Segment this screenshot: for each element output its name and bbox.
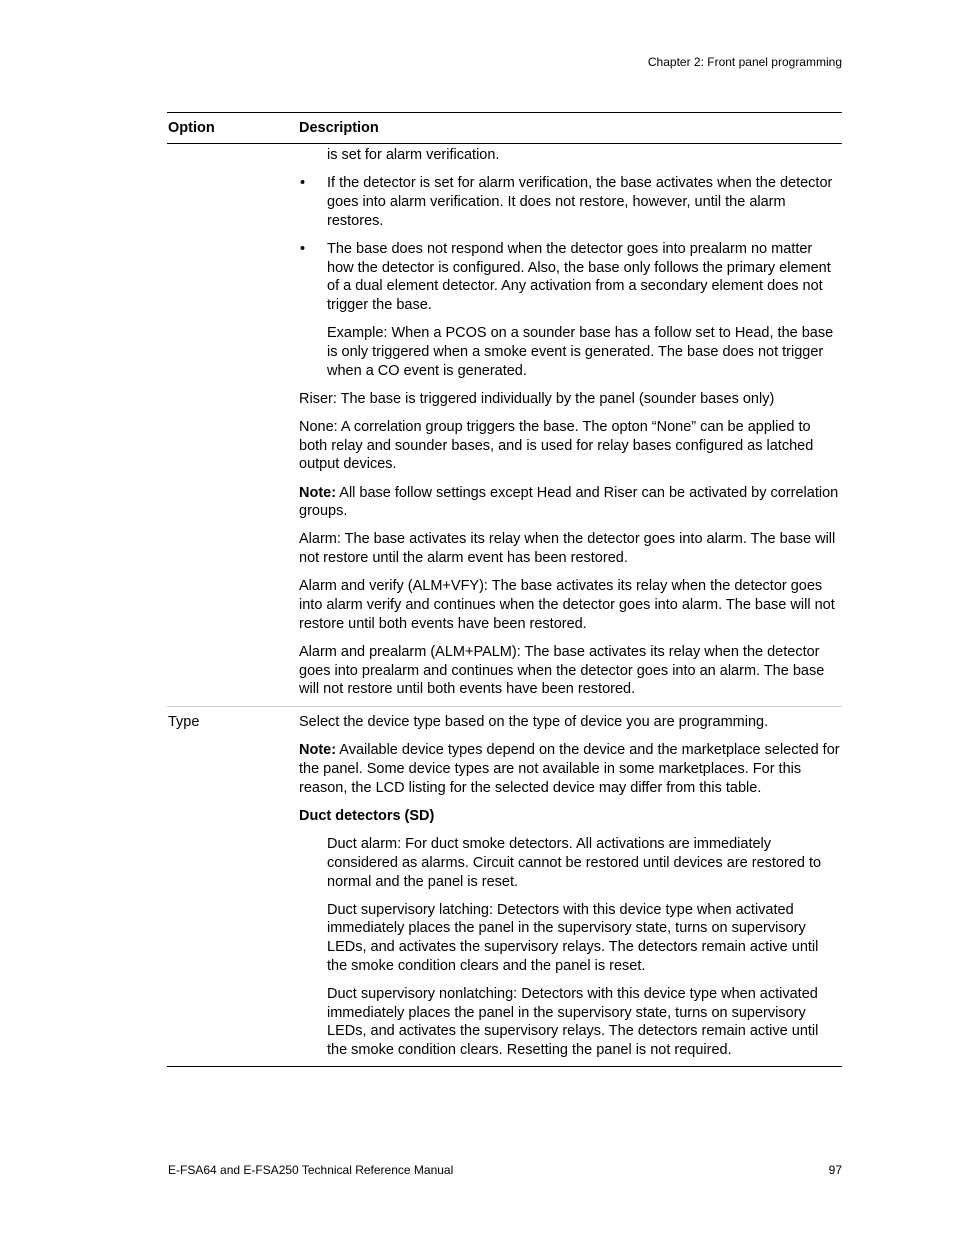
table-row — [167, 707, 842, 1066]
alarm-text: Alarm: The base activates its relay when the detector goes into alarm. The base will not restore until the alarm event has been restored. — [299, 531, 836, 567]
table-header-row — [167, 113, 842, 144]
option-cell: Type — [168, 714, 200, 731]
note-paragraph — [299, 741, 842, 797]
bullet-text: If the detector is set for alarm verification, the base activates when the detector goes into alarm verification. It does not restore, however, until the alarm restores. — [327, 175, 833, 229]
riser-text: Riser: The base is triggered individually by the panel (sounder bases only) — [299, 390, 775, 407]
bullet-text: The base does not respond when the detector goes into prealarm no matter how the detector is configured. Also, the base only follows the primary element of a dual element detector. Any activation from a secondary element does not trigger the base. — [327, 240, 831, 313]
note-label: Note: — [299, 484, 337, 501]
note-text: Available device types depend on the device and the marketplace selected for the panel. Some device types are not available in some marketplaces. For this reason, the LCD listing for the selected device may differ from this table. — [299, 742, 840, 796]
options-table — [167, 112, 842, 1067]
option-cell — [167, 146, 299, 699]
bullet-marker: • — [300, 175, 306, 192]
description-cell — [299, 146, 842, 699]
select-text: Select the device type based on the type of device you are programming. — [299, 714, 769, 731]
none-text: None: A correlation group triggers the base. The opton “None” can be applied to both relay and sounder bases, and is used for relay bases configured as latched output devices. — [299, 418, 814, 473]
bullet-item — [299, 240, 842, 315]
duct-sup-nonlatching-text: Duct supervisory nonlatching: Detectors with this device type when activated immediately places the panel in the supervisory state, turns on supervisory LEDs, and activates the supervisory relays. The detectors remain active until the smoke condition clears. Resetting the panel is not required. — [327, 986, 819, 1059]
footer-manual-title: E-FSA64 and E-FSA250 Technical Reference Manual — [168, 1163, 454, 1177]
note-paragraph — [299, 484, 842, 521]
page-number: 97 — [828, 1163, 842, 1177]
duct-alarm-text: Duct alarm: For duct smoke detectors. All activations are immediately considered as alarms. Circuit cannot be restored until devices are restored to normal and the panel is reset. — [327, 836, 822, 890]
bullet-item — [299, 174, 842, 230]
duct-heading-text: Duct detectors (SD) — [299, 807, 435, 824]
note-text: All base follow settings except Head and Riser can be activated by correlation groups. — [299, 484, 839, 520]
description-cell — [299, 713, 842, 1060]
table-row — [167, 144, 842, 707]
continued-text: is set for alarm verification. — [327, 147, 500, 163]
column-header-description: Description — [299, 120, 379, 136]
example-text: Example: When a PCOS on a sounder base has a follow set to Head, the base is only triggered when a smoke event is generated. The base does not trigger when a CO event is generated. — [327, 325, 834, 379]
bullet-marker: • — [300, 240, 306, 257]
running-header: Chapter 2: Front panel programming — [647, 55, 842, 69]
duct-sup-latching-text: Duct supervisory latching: Detectors with this device type when activated immediately places the panel in the supervisory state, turns on supervisory LEDs, and activates the supervisory relays. The detectors remain active until the smoke condition clears and the panel is reset. — [327, 901, 819, 974]
note-label: Note: — [299, 742, 337, 759]
alarm-verify-text: Alarm and verify (ALM+VFY): The base activates its relay when the detector goes into alarm verify and continues when the detector goes into alarm. The base will not restore until both events have been restored. — [299, 578, 835, 632]
alarm-prealarm-text: Alarm and prealarm (ALM+PALM): The base activates its relay when the detector goes into prealarm and continues when the detector goes into an alarm. The base will not restore until both events have been restored. — [299, 643, 825, 698]
column-header-option: Option — [168, 120, 215, 136]
duct-heading — [299, 807, 842, 826]
